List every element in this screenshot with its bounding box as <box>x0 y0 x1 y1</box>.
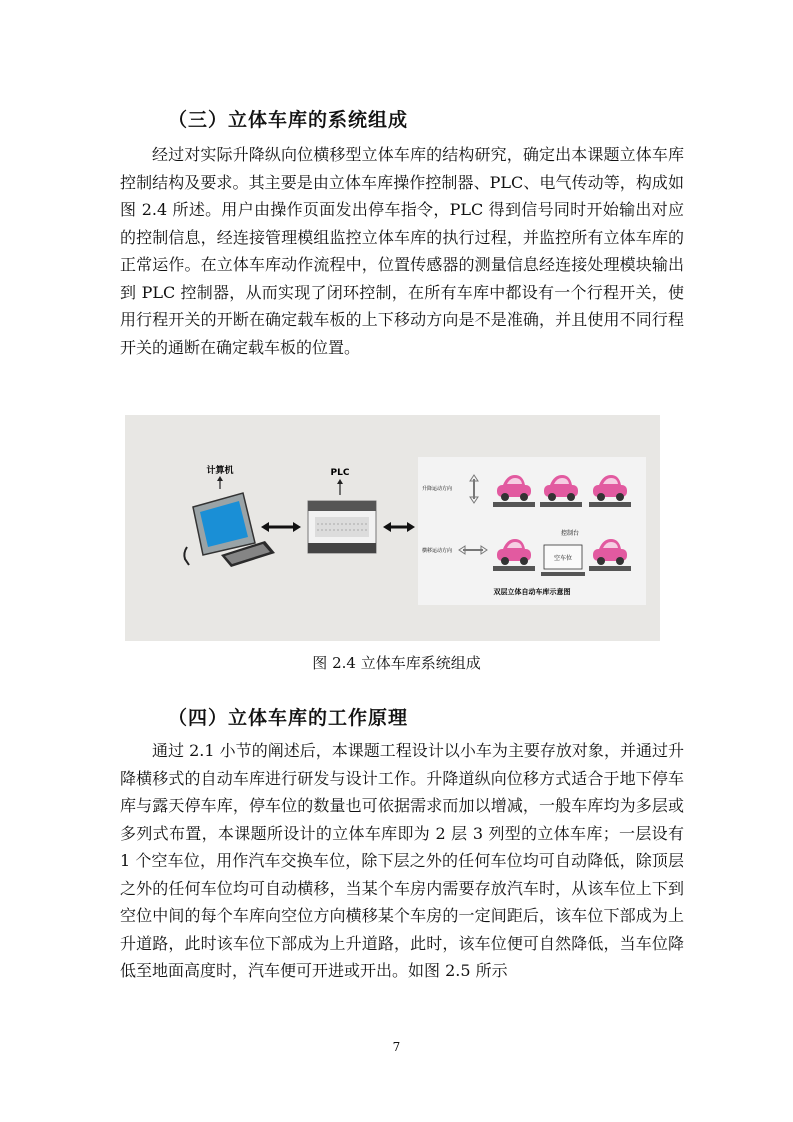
computer-icon <box>184 493 275 567</box>
paragraph-system: 经过对实际升降纵向位横移型立体车库的结构研究，确定出本课题立体车库控制结构及要求。其主要是由立体车库操作控制器、PLC、电气传动等，构成如图 2.4 所述。用户由操作页面发出停车指令，PLC 得到信号同时开始输出对应的控制信息，经连接管理模组监控立体车库的执行过程，并监控所有立体车库的正常运作。在立体车库动作流程中，位置传感器的测量信息经连接处理模块输出到 PLC 控制器，从而实现了闭环控制，在所有车库中都设有一个行程开关，使用行程开关的开断在确定载车板的上下移动方向是不是准确，并且使用不同行程开关的通断在确定载车板的位置。 <box>120 145 684 357</box>
plc-device-icon <box>308 501 376 553</box>
plc-label: PLC <box>330 468 350 478</box>
section-heading-principle: （四）立体车库的工作原理 <box>168 707 409 729</box>
diagram-title: 双层立体自动车库示意图 <box>493 588 571 596</box>
paragraph-principle: 通过 2.1 小节的阐述后，本课题工程设计以小车为主要存放对象，并通过升降横移式的自动车库进行研发与设计工作。升降道纵向位移方式适合于地下停车库与露天停车库，停车位的数量也可依据需求而加以增减，一般车库均为多层或多列式布置，本课题所设计的立体车库即为 2 层 3 列型的立体车库；一层设有 1 个空车位，用作汽车交换车位，除下层之外的任何车位均可自动降低，除顶层之外的任何车位均可自动横移，当某个车房内需要存放汽车时，从该车位上下到空位中间的每个车库向空位方向横移某个车房的一定间距后，该车位下部成为上升道路，此时该车位下部成为上升道路，此时，该车位便可自然降低，当车位降低至地面高度时，汽车便可开进或开出。如图 2.5 所示 <box>120 741 684 980</box>
control-console-label: 控制台 <box>561 530 580 537</box>
double-arrow-icon <box>383 522 415 532</box>
figure-caption: 图 2.4 立体车库系统组成 <box>312 654 481 672</box>
section-heading-system: （三）立体车库的系统组成 <box>168 109 409 131</box>
lift-direction-label: 升降运动方向 <box>422 486 453 492</box>
computer-label: 计算机 <box>206 466 234 476</box>
double-arrow-icon <box>261 522 301 532</box>
page-number: 7 <box>392 1040 401 1054</box>
figure-system-diagram <box>125 415 660 641</box>
empty-slot-label: 空车位 <box>553 555 573 562</box>
traverse-direction-label: 横移运动方向 <box>422 548 453 554</box>
